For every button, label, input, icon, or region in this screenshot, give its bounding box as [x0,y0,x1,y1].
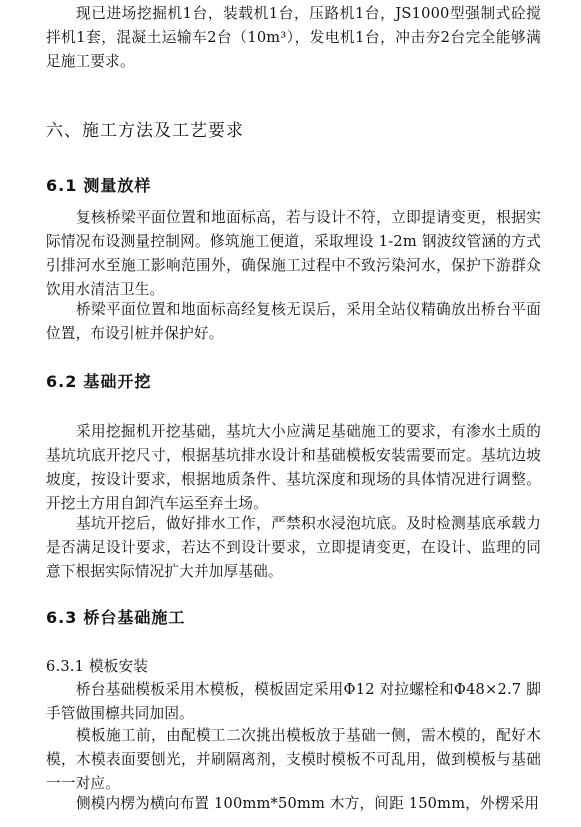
paragraph: 桥梁平面位置和地面标高经复核无误后，采用全站仪精确放出桥台平面位置，布设引桩并保护好。 [46,301,541,342]
chapter-heading: 六、施工方法及工艺要求 [46,121,244,141]
paragraph: 采用挖掘机开挖基础，基坑大小应满足基础施工的要求，有渗水土质的基坑坑底开挖尺寸，根据基坑排水设计和基础模板安装需要而定。基坑边坡坡度，按设计要求，根据地质条件、基坑深度和现场的具体情况进行调整。开挖土方用自卸汽车运至弃土场。 [46,423,541,512]
section-6-3-heading [46,606,185,630]
paragraph: 基坑开挖后，做好排水工作，严禁积水浸泡坑底。及时检测基底承载力是否满足设计要求，若达不到设计要求，立即提请变更，在设计、监理的同意下根据实际情况扩大并加厚基础。 [46,515,541,580]
section-number: 6.2 [46,372,78,391]
paragraph: 桥台基础模板采用木模板，模板固定采用Φ12 对拉螺栓和Φ48×2.7 脚手管做围檩共同加固。 [46,681,541,722]
section-6-2-heading [46,370,151,394]
section-title: 测量放样 [83,176,152,195]
intro-paragraph: 现已进场挖掘机1台，装载机1台，压路机1台，JS1000型强制式砼搅拌机1套，混凝土运输车2台（10m³），发电机1台，冲击夯2台完全能够满足施工要求。 [46,5,541,70]
paragraph: 复核桥梁平面位置和地面标高，若与设计不符，立即提请变更，根据实际情况布设测量控制网。修筑施工便道，采取埋设 1-2m 钢波纹管涵的方式引排河水至施工影响范围外，确保施工过程中不致污染河水，保护下游群众饮用水清洁卫生。 [46,209,541,298]
section-number: 6.1 [46,176,78,195]
section-number: 6.3 [46,608,78,627]
section-6-1-heading [46,174,151,198]
section-title: 桥台基础施工 [83,608,186,627]
paragraph: 侧模内楞为横向布置 100mm*50mm 木方，间距 150mm，外楞采用 [76,795,540,812]
paragraph: 模板施工前，由配模工二次挑出模板放于基础一侧，需木模的，配好木模，木模表面要刨光，并刷隔离剂，支模时模板不可乱用，做到模板与基础一一对应。 [46,727,541,792]
section-title: 基础开挖 [83,372,152,391]
subsection-heading: 6.3.1 模板安装 [46,658,149,675]
